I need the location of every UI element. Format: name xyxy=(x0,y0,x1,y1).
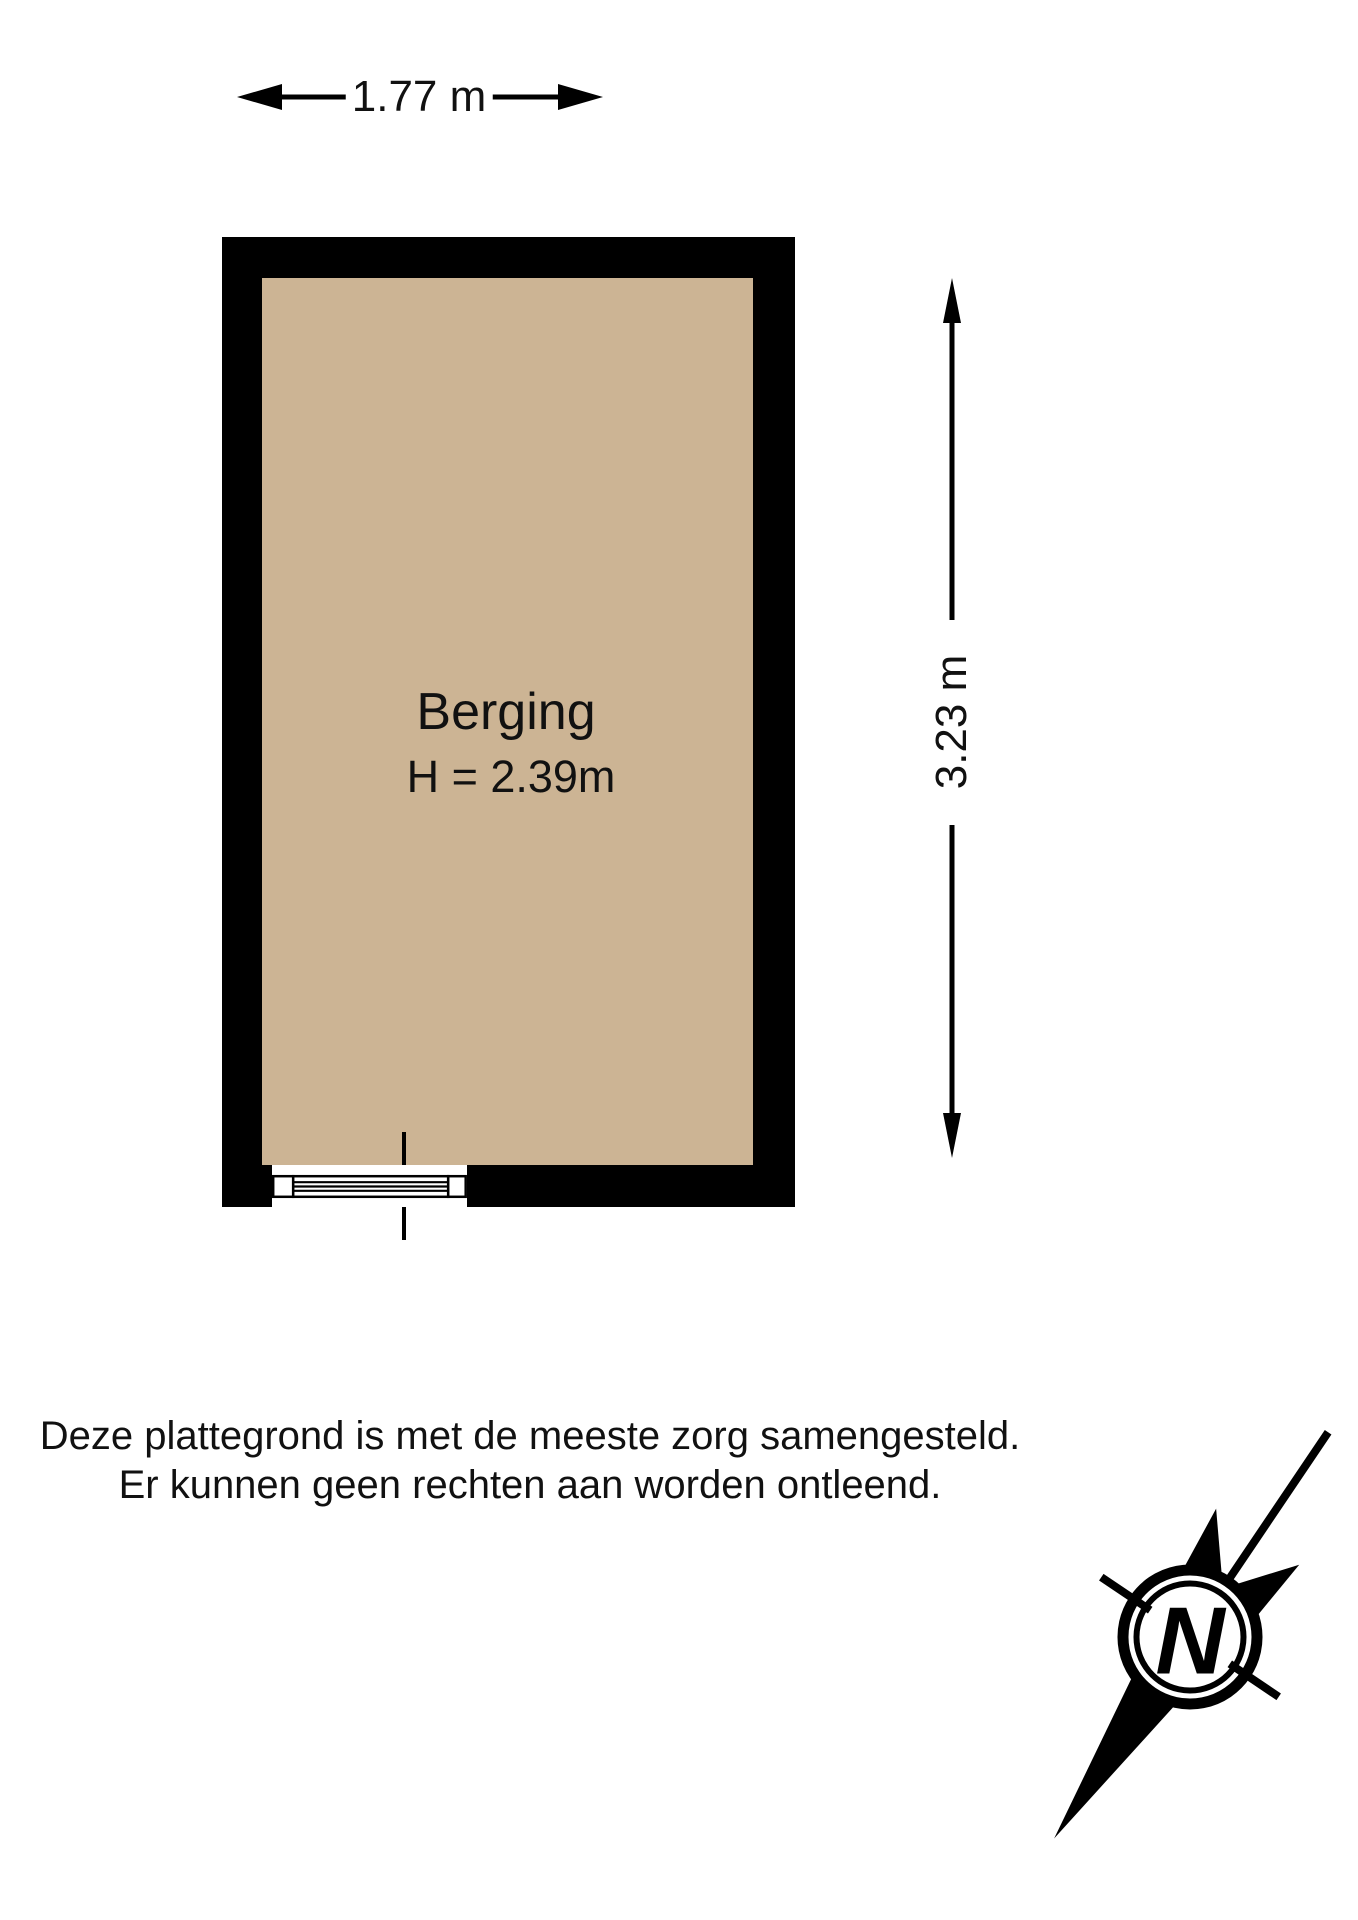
disclaimer-line-1: Deze plattegrond is met de meeste zorg samengesteld. xyxy=(39,1414,1021,1458)
wall-bottom-right xyxy=(467,1165,795,1207)
width-dimension-label: 1.77 m xyxy=(346,72,493,122)
wall-left xyxy=(222,237,262,1207)
room-ceiling-height-label: H = 2.39m xyxy=(406,751,616,802)
north-compass-icon xyxy=(1030,1405,1350,1855)
room-name-label: Berging xyxy=(416,683,596,741)
window-symbol xyxy=(265,1130,475,1245)
disclaimer-text xyxy=(0,1412,1060,1510)
disclaimer-line-2: Er kunnen geen rechten aan worden ontleend. xyxy=(118,1463,942,1507)
compass-north-letter: N xyxy=(1155,1587,1225,1695)
height-dimension-label: 3.23 m xyxy=(927,649,977,796)
wall-top xyxy=(222,237,795,278)
wall-right xyxy=(753,237,795,1207)
